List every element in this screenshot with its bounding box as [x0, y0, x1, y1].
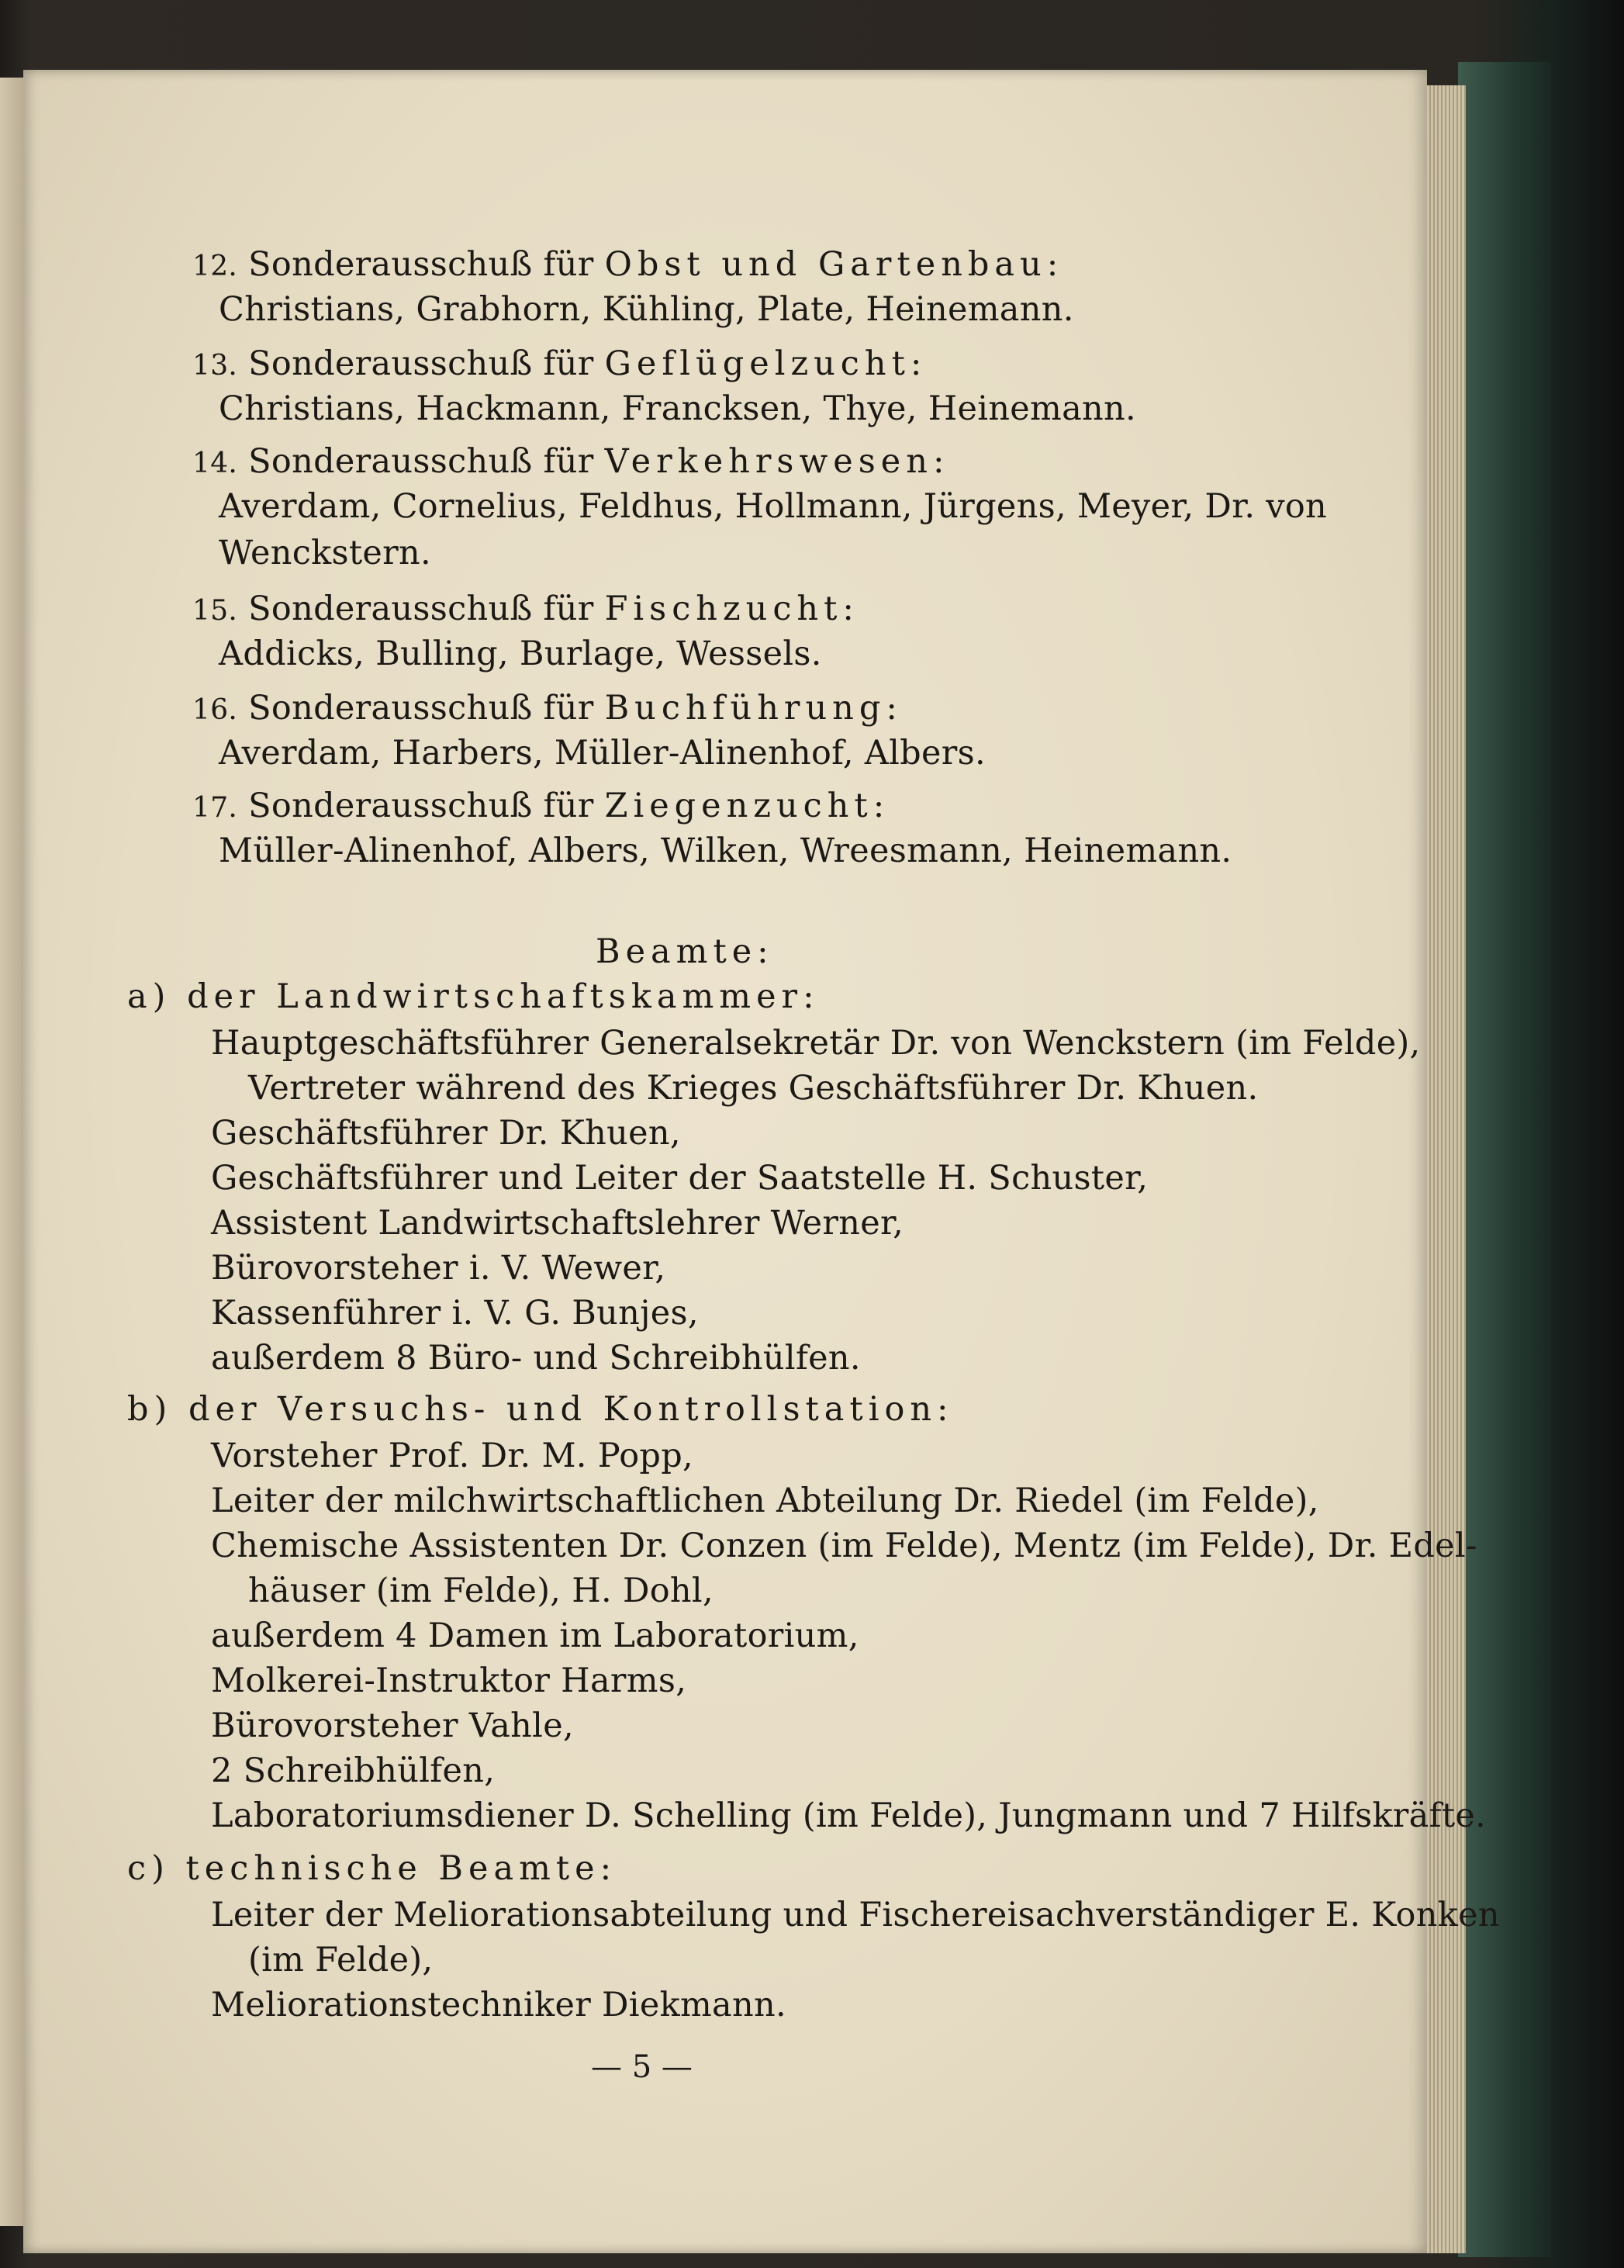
book-page [23, 70, 1500, 2253]
facing-page-edge [0, 78, 25, 2226]
section-b-line-9: Laboratoriumsdiener D. Schelling (im Felde), Jungmann und 7 Hilfskräfte. [211, 1796, 1487, 1835]
section-a-line-4: Geschäftsführer und Leiter der Saatstelle H. Schuster, [211, 1159, 1149, 1198]
section-b-line-4: häuser (im Felde), H. Dohl, [248, 1571, 714, 1610]
section-c-label: c) technische Beamte: [127, 1849, 617, 1888]
committee-15-members: Addicks, Bulling, Burlage, Wessels. [219, 634, 822, 673]
committee-12-members: Christians, Grabhorn, Kühling, Plate, Heinemann. [219, 290, 1074, 329]
committee-13-heading: 13. Sonderausschuß für Geflügelzucht: [192, 344, 928, 383]
committee-14-members-line-1: Averdam, Cornelius, Feldhus, Hollmann, Jürgens, Meyer, Dr. von [219, 487, 1328, 526]
beamte-title: Beamte: [596, 932, 774, 971]
committee-12-heading: 12. Sonderausschuß für Obst und Gartenbau: [192, 245, 1064, 284]
committee-13-members: Christians, Hackmann, Francksen, Thye, Heinemann. [219, 389, 1137, 428]
page-number: — 5 — [591, 2049, 693, 2085]
section-a-line-2: Vertreter während des Krieges Geschäftsführer Dr. Khuen. [248, 1069, 1259, 1108]
section-c-line-1: Leiter der Meliorationsabteilung und Fischereisachverständiger E. Konken [211, 1896, 1500, 1934]
section-b-line-5: außerdem 4 Damen im Laboratorium, [211, 1616, 859, 1655]
section-a-line-3: Geschäftsführer Dr. Khuen, [211, 1114, 681, 1153]
section-c-line-2: (im Felde), [248, 1941, 434, 1979]
committee-16-heading: 16. Sonderausschuß für Buchführung: [192, 689, 903, 728]
committee-14-heading: 14. Sonderausschuß für Verkehrswesen: [192, 442, 950, 481]
section-a-line-6: Bürovorsteher i. V. Wewer, [211, 1249, 666, 1288]
committee-14-members-line-2: Wenckstern. [219, 534, 431, 572]
section-b-line-6: Molkerei-Instruktor Harms, [211, 1661, 687, 1700]
section-b-line-3: Chemische Assistenten Dr. Conzen (im Felde), Mentz (im Felde), Dr. Edel- [211, 1526, 1477, 1565]
section-a-line-7: Kassenführer i. V. G. Bunjes, [211, 1294, 699, 1333]
committee-15-heading: 15. Sonderausschuß für Fischzucht: [192, 589, 859, 628]
section-b-line-1: Vorsteher Prof. Dr. M. Popp, [211, 1437, 694, 1475]
section-c-line-3: Meliorationstechniker Diekmann. [211, 1986, 786, 2024]
section-b-line-8: 2 Schreibhülfen, [211, 1751, 496, 1790]
section-a-label: a) der Landwirtschaftskammer: [127, 977, 820, 1016]
section-b-label: b) der Versuchs- und Kontrollstation: [127, 1390, 954, 1429]
committee-16-members: Averdam, Harbers, Müller-Alinenhof, Albers. [219, 734, 986, 773]
committee-17-heading: 17. Sonderausschuß für Ziegenzucht: [192, 787, 890, 825]
section-b-line-2: Leiter der milchwirtschaftlichen Abteilung Dr. Riedel (im Felde), [211, 1481, 1319, 1520]
section-b-line-7: Bürovorsteher Vahle, [211, 1706, 574, 1745]
section-a-line-5: Assistent Landwirtschaftslehrer Werner, [211, 1204, 904, 1243]
committee-17-members: Müller-Alinenhof, Albers, Wilken, Wreesmann, Heinemann. [219, 831, 1232, 870]
section-a-line-8: außerdem 8 Büro- und Schreibhülfen. [211, 1339, 861, 1378]
section-a-line-1: Hauptgeschäftsführer Generalsekretär Dr. von Wenckstern (im Felde), [211, 1024, 1421, 1063]
